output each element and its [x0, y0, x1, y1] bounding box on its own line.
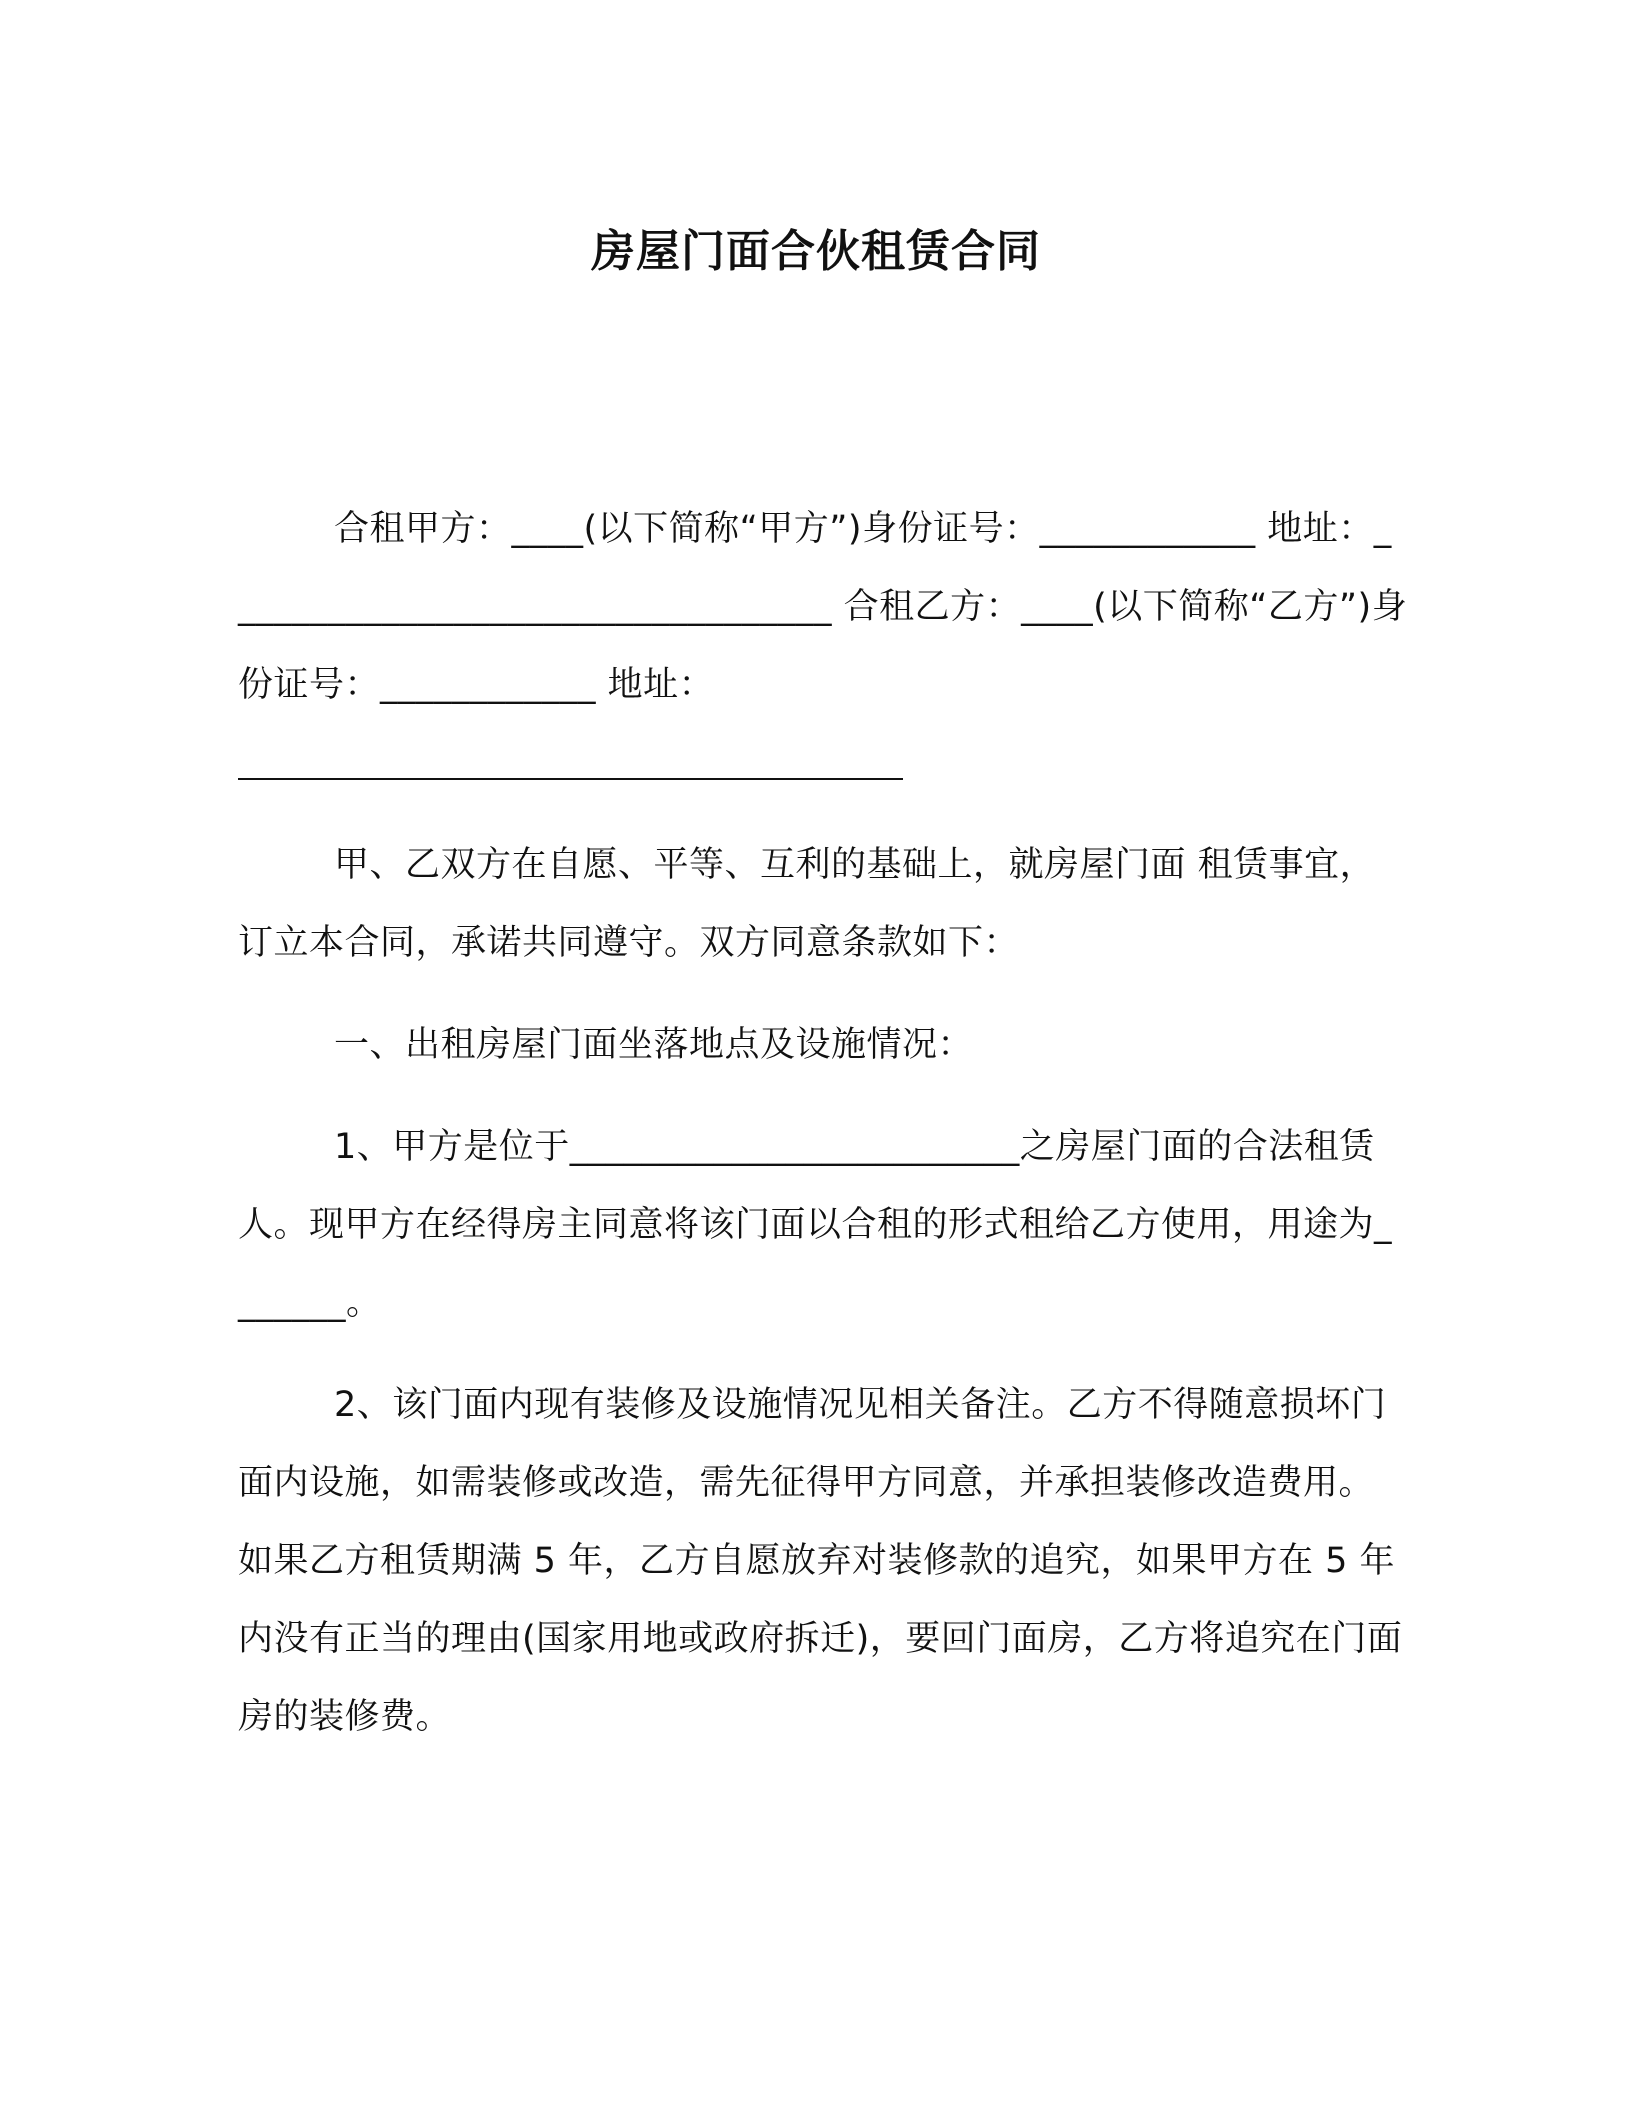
parties-paragraph: 合租甲方：____(以下简称“甲方”)身份证号：____________ 地址：__________________________________ 合租乙方：____(以下简称“乙方”)身份证号：____________ 地址：	[238, 509, 1408, 705]
document-title: 房屋门面合伙租赁合同	[591, 226, 1041, 277]
clause-1-paragraph: 1、甲方是位于_________________________之房屋门面的合法租赁人。现甲方在经得房主同意将该门面以合租的形式租给乙方使用，用途为_______。	[238, 1127, 1393, 1323]
document-body	[238, 490, 1408, 1756]
clause-2-paragraph: 2、该门面内现有装修及设施情况见相关备注。乙方不得随意损坏门面内设施，如需装修或改造，需先征得甲方同意，并承担装修改造费用。如果乙方租赁期满 5 年，乙方自愿放弃对装修款的追究，如果甲方在 5 年内没有正当的理由(国家用地或政府拆迁)，要回门面房，乙方将追究在门面房的装修费。	[238, 1385, 1403, 1737]
address-blank-line	[238, 724, 1408, 802]
section-heading: 一、出租房屋门面坐落地点及设施情况：	[334, 1025, 974, 1065]
intro-paragraph: 甲、乙双方在自愿、平等、互利的基础上，就房屋门面 租赁事宜，订立本合同，承诺共同遵守。双方同意条款如下：	[238, 845, 1376, 963]
blank-underline	[238, 778, 903, 780]
